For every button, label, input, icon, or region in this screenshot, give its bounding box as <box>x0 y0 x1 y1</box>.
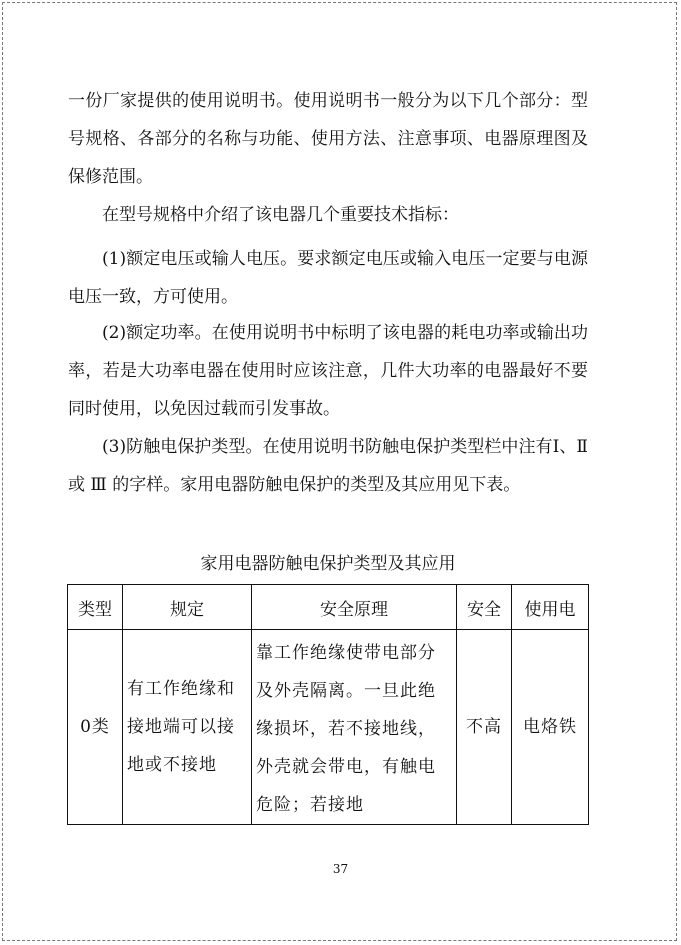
paragraph-shock-protection: (3)防触电保护类型。在使用说明书防触电保护类型栏中注有Ⅰ、Ⅱ 或 Ⅲ 的字样。家用电器防触电保护的类型及其应用见下表。 <box>68 437 588 495</box>
table-title: 家用电器防触电保护类型及其应用 <box>200 554 456 574</box>
cell-safety <box>457 630 512 825</box>
paragraph-specs: 在型号规格中介绍了该电器几个重要技术指标： <box>102 205 459 225</box>
table-row <box>68 630 589 825</box>
cell-principle-text: 靠工作绝缘使带电部分及外壳隔离。一旦此绝缘损坏，若不接地线，外壳就会带电，有触电危险；若接地 <box>256 643 436 815</box>
table-header-row <box>68 585 589 630</box>
header-rule: 规定 <box>123 585 252 630</box>
cell-rule-text: 有工作绝缘和接地端可以接地或不接地 <box>127 679 235 775</box>
paragraph-rated-voltage: (1)额定电压或输人电压。要求额定电压或输入电压一定要与电源电压一致，方可使用。 <box>68 249 588 307</box>
cell-safety-text: 不高 <box>466 717 502 737</box>
header-appliance: 使用电 <box>512 585 589 630</box>
header-type: 类型 <box>68 585 123 630</box>
cell-appliance-text: 电烙铁 <box>523 717 577 737</box>
header-safety: 安全 <box>457 585 512 630</box>
cell-principle <box>252 630 457 825</box>
paragraph-intro: 一份厂家提供的使用说明书。使用说明书一般分为以下几个部分：型号规格、各部分的名称与功能、使用方法、注意事项、电器原理图及保修范围。 <box>68 91 588 187</box>
cell-appliance <box>512 630 589 825</box>
cell-type <box>68 630 123 825</box>
paragraph-rated-power: (2)额定功率。在使用说明书中标明了该电器的耗电功率或输出功率，若是大功率电器在使用时应该注意，几件大功率的电器最好不要同时使用，以免因过载而引发事故。 <box>68 323 588 419</box>
protection-type-table <box>67 584 589 825</box>
cell-rule <box>123 630 252 825</box>
cell-type-text: 0类 <box>80 717 110 737</box>
page-number: 37 <box>332 862 349 876</box>
header-principle: 安全原理 <box>252 585 457 630</box>
